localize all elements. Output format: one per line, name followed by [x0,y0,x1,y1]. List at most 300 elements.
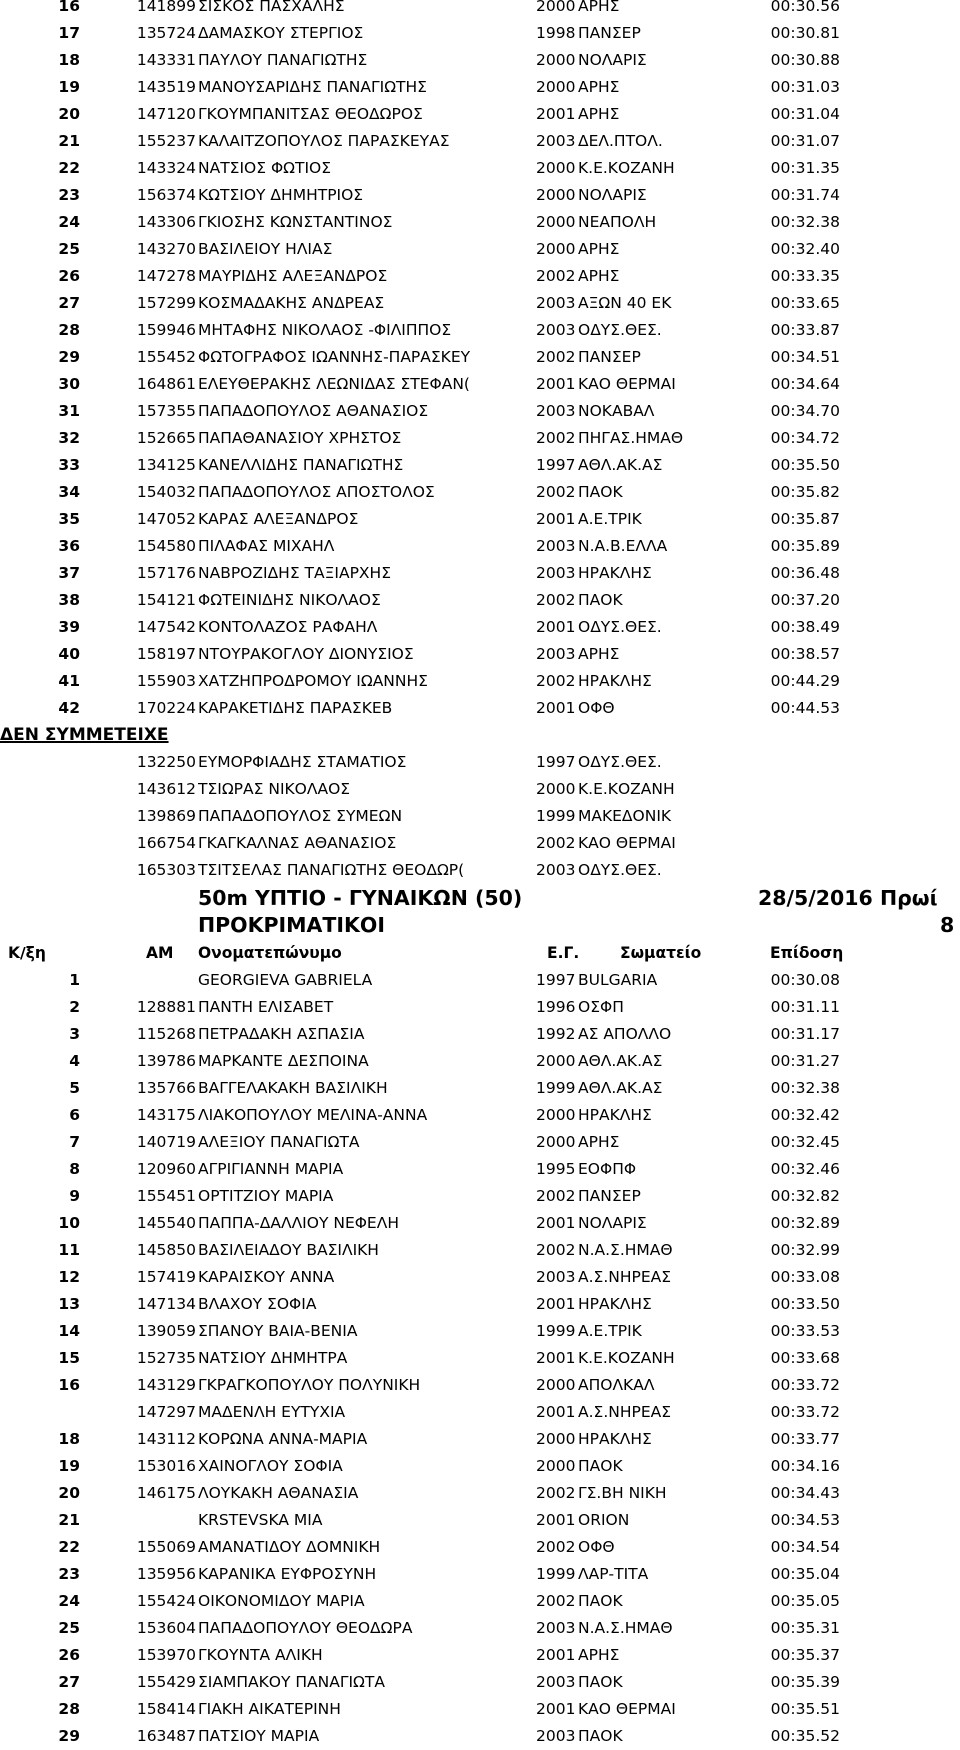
time-cell: 00:35.04 [770,1565,840,1583]
time-cell: 00:32.38 [770,213,840,231]
am-cell: 152735 [136,1349,196,1367]
table-row [0,587,960,614]
am-cell: 155237 [136,132,196,150]
name-cell: KRSTEVSKA MIA [198,1511,323,1529]
name-cell: ΜΑΔΕΝΛΗ ΕΥΤΥΧΙΑ [198,1403,346,1421]
name-cell: ΣΙΣΚΟΣ ΠΑΣΧΑΛΗΣ [198,0,345,15]
name-cell: ΣΙΑΜΠΑΚΟΥ ΠΑΝΑΓΙΩΤΑ [198,1673,385,1691]
col-club-header: Σωματείο [620,944,702,962]
table-row [0,1237,960,1264]
position-cell: 23 [58,1565,80,1583]
name-cell: ΚΑΡΑΚΕΤΙΔΗΣ ΠΑΡΑΣΚΕΒ [198,699,393,717]
club-cell: ΠΑΟΚ [578,591,623,609]
position-cell: 3 [69,1025,80,1043]
year-cell: 2000 [536,213,576,231]
year-cell: 2003 [536,1268,576,1286]
table-row [0,1480,960,1507]
table-row [0,290,960,317]
am-cell: 143331 [136,51,196,69]
am-cell: 159946 [136,321,196,339]
year-cell: 2002 [536,1187,576,1205]
time-cell: 00:32.89 [770,1214,840,1232]
year-cell: 2001 [536,699,576,717]
col-year-header: Ε.Γ. [547,944,580,962]
time-cell: 00:33.77 [770,1430,840,1448]
time-cell: 00:33.72 [770,1403,840,1421]
table-row [0,749,960,776]
time-cell: 00:34.54 [770,1538,840,1556]
time-cell: 00:44.53 [770,699,840,717]
position-cell: 25 [58,240,80,258]
position-cell: 19 [58,78,80,96]
am-cell: 163487 [136,1727,196,1745]
club-cell: Α.Ε.ΤΡΙΚ [578,510,642,528]
club-cell: ΠΑΟΚ [578,1457,623,1475]
club-cell: ΝΕΑΠΟΛΗ [578,213,657,231]
table-row [0,182,960,209]
year-cell: 2002 [536,1592,576,1610]
table-row [0,1453,960,1480]
position-cell: 7 [69,1133,80,1151]
time-cell: 00:36.48 [770,564,840,582]
position-cell: 12 [58,1268,80,1286]
table-row [0,47,960,74]
am-cell: 143112 [136,1430,196,1448]
name-cell: ΜΑΥΡΙΔΗΣ ΑΛΕΞΑΝΔΡΟΣ [198,267,388,285]
name-cell: ΚΩΤΣΙΟΥ ΔΗΜΗΤΡΙΟΣ [198,186,364,204]
col-am-header: ΑΜ [146,944,174,962]
name-cell: ΠΑΠΑΔΟΠΟΥΛΟΣ ΑΘΑΝΑΣΙΟΣ [198,402,429,420]
year-cell: 1997 [536,456,576,474]
am-cell: 165303 [136,861,196,879]
table-row [0,479,960,506]
name-cell: ΜΑΝΟΥΣΑΡΙΔΗΣ ΠΑΝΑΓΙΩΤΗΣ [198,78,427,96]
position-cell: 29 [58,1727,80,1745]
am-cell: 158414 [136,1700,196,1718]
table-row [0,695,960,722]
table-row [0,830,960,857]
club-cell: ΗΡΑΚΛΗΣ [578,1295,652,1313]
position-cell: 9 [69,1187,80,1205]
position-cell: 25 [58,1619,80,1637]
position-cell: 27 [58,294,80,312]
table-row [0,1129,960,1156]
name-cell: ΓΙΑΚΗ ΑΙΚΑΤΕΡΙΝΗ [198,1700,341,1718]
time-cell: 00:31.35 [770,159,840,177]
am-cell: 134125 [136,456,196,474]
year-cell: 2000 [536,78,576,96]
am-cell: 155452 [136,348,196,366]
year-cell: 2001 [536,1700,576,1718]
position-cell: 40 [58,645,80,663]
table-row [0,641,960,668]
table-row [0,533,960,560]
club-cell: ΠΗΓΑΣ.ΗΜΑΘ [578,429,684,447]
club-cell: Κ.Ε.ΚΟΖΑΝΗ [578,1349,675,1367]
year-cell: 1997 [536,753,576,771]
table-row [0,1399,960,1426]
time-cell: 00:35.05 [770,1592,840,1610]
name-cell: ΒΑΣΙΛΕΙΑΔΟΥ ΒΑΣΙΛΙΚΗ [198,1241,379,1259]
position-cell: 28 [58,321,80,339]
position-cell: 22 [58,159,80,177]
club-cell: ΑΡΗΣ [578,645,620,663]
col-time-header: Επίδοση [770,944,844,962]
club-cell: ΑΡΗΣ [578,1646,620,1664]
year-cell: 2002 [536,348,576,366]
table-row [0,1021,960,1048]
club-cell: ΗΡΑΚΛΗΣ [578,672,652,690]
name-cell: ΧΑΙΝΟΓΛΟΥ ΣΟΦΙΑ [198,1457,343,1475]
am-cell: 115268 [136,1025,196,1043]
time-cell: 00:32.38 [770,1079,840,1097]
name-cell: ΤΣΙΤΣΕΛΑΣ ΠΑΝΑΓΙΩΤΗΣ ΘΕΟΔΩΡ( [198,861,465,879]
year-cell: 2000 [536,0,576,15]
name-cell: ΕΥΜΟΡΦΙΑΔΗΣ ΣΤΑΜΑΤΙΟΣ [198,753,407,771]
year-cell: 2003 [536,132,576,150]
year-cell: 1996 [536,998,576,1016]
time-cell: 00:33.08 [770,1268,840,1286]
table-row [0,1696,960,1723]
name-cell: ΠΑΠΑΔΟΠΟΥΛΟΣ ΣΥΜΕΩΝ [198,807,403,825]
year-cell: 1999 [536,1565,576,1583]
position-cell: 35 [58,510,80,528]
table-row [0,994,960,1021]
name-cell: ΚΟΡΩΝΑ ΑΝΝΑ-ΜΑΡΙΑ [198,1430,368,1448]
name-cell: ΝΑΤΣΙΟΥ ΔΗΜΗΤΡΑ [198,1349,348,1367]
position-cell: 2 [69,998,80,1016]
name-cell: ΜΗΤΑΦΗΣ ΝΙΚΟΛΑΟΣ -ΦΙΛΙΠΠΟΣ [198,321,452,339]
am-cell: 143306 [136,213,196,231]
time-cell: 00:35.39 [770,1673,840,1691]
time-cell: 00:30.81 [770,24,840,42]
table-row [0,967,960,994]
position-cell: 14 [58,1322,80,1340]
year-cell: 2000 [536,1106,576,1124]
name-cell: ΟΡΤΙΤΖΙΟΥ ΜΑΡΙΑ [198,1187,334,1205]
name-cell: ΤΣΙΩΡΑΣ ΝΙΚΟΛΑΟΣ [198,780,351,798]
name-cell: ΚΑΡΑΣ ΑΛΕΞΑΝΔΡΟΣ [198,510,359,528]
club-cell: ΗΡΑΚΛΗΣ [578,1430,652,1448]
table-row [0,425,960,452]
table-row [0,1507,960,1534]
club-cell: ΝΟΛΑΡΙΣ [578,1214,647,1232]
name-cell: ΓΚΙΟΣΗΣ ΚΩΝΣΤΑΝΤΙΝΟΣ [198,213,393,231]
club-cell: ΠΑΟΚ [578,1727,623,1745]
year-cell: 1999 [536,807,576,825]
name-cell: ΧΑΤΖΗΠΡΟΔΡΟΜΟΥ ΙΩΑΝΝΗΣ [198,672,428,690]
table-row [0,1615,960,1642]
name-cell: ΠΑΠΑΘΑΝΑΣΙΟΥ ΧΡΗΣΤΟΣ [198,429,402,447]
year-cell: 2002 [536,483,576,501]
position-cell: 38 [58,591,80,609]
name-cell: ΛΙΑΚΟΠΟΥΛΟΥ ΜΕΛΙΝΑ-ΑΝΝΑ [198,1106,428,1124]
am-cell: 135956 [136,1565,196,1583]
did-not-start-label: ΔΕΝ ΣΥΜΜΕΤΕΙΧΕ [0,725,169,745]
time-cell: 00:30.08 [770,971,840,989]
table-row [0,1102,960,1129]
time-cell: 00:31.03 [770,78,840,96]
time-cell: 00:33.35 [770,267,840,285]
table-row [0,614,960,641]
year-cell: 2001 [536,105,576,123]
club-cell: Ν.Α.Σ.ΗΜΑΘ [578,1619,673,1637]
time-cell: 00:32.82 [770,1187,840,1205]
col-position-header: Κ/ξη [8,944,46,962]
name-cell: ΠΑΝΤΗ ΕΛΙΣΑΒΕΤ [198,998,334,1016]
time-cell: 00:31.27 [770,1052,840,1070]
position-cell: 20 [58,105,80,123]
table-row [0,209,960,236]
name-cell: ΒΑΓΓΕΛΑΚΑΚΗ ΒΑΣΙΛΙΚΗ [198,1079,388,1097]
name-cell: ΠΑΠΑΔΟΠΟΥΛΟΥ ΘΕΟΔΩΡΑ [198,1619,413,1637]
club-cell: Κ.Ε.ΚΟΖΑΝΗ [578,780,675,798]
year-cell: 2000 [536,780,576,798]
name-cell: ΠΑΠΑΔΟΠΟΥΛΟΣ ΑΠΟΣΤΟΛΟΣ [198,483,435,501]
name-cell: ΓΚΟΥΜΠΑΝΙΤΣΑΣ ΘΕΟΔΩΡΟΣ [198,105,423,123]
am-cell: 139786 [136,1052,196,1070]
name-cell: ΦΩΤΕΙΝΙΔΗΣ ΝΙΚΟΛΑΟΣ [198,591,381,609]
position-cell: 26 [58,267,80,285]
table-row [0,1291,960,1318]
name-cell: ΠΑΤΣΙΟΥ ΜΑΡΙΑ [198,1727,320,1745]
position-cell: 5 [69,1079,80,1097]
table-row [0,1669,960,1696]
table-row [0,452,960,479]
table-row [0,263,960,290]
table-row [0,1426,960,1453]
time-cell: 00:35.50 [770,456,840,474]
table-row [0,1210,960,1237]
am-cell: 135766 [136,1079,196,1097]
club-cell: ΟΔΥΣ.ΘΕΣ. [578,753,662,771]
position-cell: 24 [58,213,80,231]
table-row [0,1723,960,1750]
name-cell: ΓΚΡΑΓΚΟΠΟΥΛΟΥ ΠΟΛΥΝΙΚΗ [198,1376,421,1394]
table-row [0,1561,960,1588]
year-cell: 2003 [536,1673,576,1691]
name-cell: ΝΑΤΣΙΟΣ ΦΩΤΙΟΣ [198,159,332,177]
year-cell: 2000 [536,1052,576,1070]
am-cell: 157299 [136,294,196,312]
club-cell: Α.Σ.ΝΗΡΕΑΣ [578,1403,672,1421]
table-row [0,1345,960,1372]
club-cell: ΑΘΛ.ΑΚ.ΑΣ [578,456,663,474]
club-cell: ΠΑΟΚ [578,1592,623,1610]
year-cell: 2001 [536,1646,576,1664]
position-cell: 16 [58,1376,80,1394]
table-row [0,20,960,47]
table-row [0,371,960,398]
position-cell: 20 [58,1484,80,1502]
event-title: 50m ΥΠΤΙΟ - ΓΥΝΑΙΚΩΝ (50) [198,886,523,910]
am-cell: 154121 [136,591,196,609]
table-row [0,155,960,182]
year-cell: 2002 [536,267,576,285]
name-cell: ΚΟΝΤΟΛΑΖΟΣ ΡΑΦΑΗΛ [198,618,378,636]
table-row [0,128,960,155]
time-cell: 00:32.42 [770,1106,840,1124]
position-cell: 30 [58,375,80,393]
position-cell: 33 [58,456,80,474]
time-cell: 00:34.43 [770,1484,840,1502]
year-cell: 2003 [536,402,576,420]
table-row [0,1372,960,1399]
time-cell: 00:34.72 [770,429,840,447]
name-cell: ΚΑΡΑΙΣΚΟΥ ΑΝΝΑ [198,1268,335,1286]
year-cell: 2002 [536,1241,576,1259]
col-name-header: Ονοματεπώνυμο [198,944,342,962]
club-cell: BULGARIA [578,971,658,989]
name-cell: ΚΑΝΕΛΛΙΔΗΣ ΠΑΝΑΓΙΩΤΗΣ [198,456,404,474]
name-cell: GEORGIEVA GABRIELA [198,971,373,989]
year-cell: 1998 [536,24,576,42]
position-cell: 1 [69,971,80,989]
club-cell: Ν.Α.Β.ΕΛΛΑ [578,537,668,555]
club-cell: ΑΠΟΛΚΑΛ [578,1376,655,1394]
year-cell: 2003 [536,564,576,582]
name-cell: ΓΚΑΓΚΑΛΝΑΣ ΑΘΑΝΑΣΙΟΣ [198,834,397,852]
table-row [0,236,960,263]
year-cell: 2003 [536,1619,576,1637]
year-cell: 1995 [536,1160,576,1178]
am-cell: 170224 [136,699,196,717]
year-cell: 2001 [536,510,576,528]
am-cell: 155451 [136,1187,196,1205]
table-row [0,560,960,587]
position-cell: 19 [58,1457,80,1475]
year-cell: 2000 [536,1430,576,1448]
year-cell: 2000 [536,186,576,204]
time-cell: 00:33.72 [770,1376,840,1394]
time-cell: 00:34.16 [770,1457,840,1475]
am-cell: 157419 [136,1268,196,1286]
table-row [0,344,960,371]
am-cell: 132250 [136,753,196,771]
club-cell: ΟΦΘ [578,699,615,717]
club-cell: ORION [578,1511,630,1529]
am-cell: 147134 [136,1295,196,1313]
name-cell: ΠΑΥΛΟΥ ΠΑΝΑΓΙΩΤΗΣ [198,51,368,69]
am-cell: 157355 [136,402,196,420]
club-cell: ΑΡΗΣ [578,78,620,96]
position-cell: 8 [69,1160,80,1178]
am-cell: 155069 [136,1538,196,1556]
time-cell: 00:31.74 [770,186,840,204]
am-cell: 158197 [136,645,196,663]
am-cell: 156374 [136,186,196,204]
am-cell: 147052 [136,510,196,528]
position-cell: 10 [58,1214,80,1232]
club-cell: ΕΟΦΠΦ [578,1160,637,1178]
year-cell: 1999 [536,1079,576,1097]
table-row [0,1588,960,1615]
year-cell: 2001 [536,618,576,636]
table-row [0,803,960,830]
am-cell: 157176 [136,564,196,582]
time-cell: 00:33.50 [770,1295,840,1313]
club-cell: ΑΡΗΣ [578,240,620,258]
table-row [0,1156,960,1183]
club-cell: ΑΡΗΣ [578,0,620,15]
time-cell: 00:33.87 [770,321,840,339]
position-cell: 29 [58,348,80,366]
club-cell: ΑΞΩΝ 40 ΕΚ [578,294,672,312]
position-cell: 37 [58,564,80,582]
club-cell: Α.Ε.ΤΡΙΚ [578,1322,642,1340]
am-cell: 147120 [136,105,196,123]
am-cell: 139869 [136,807,196,825]
club-cell: ΠΑΟΚ [578,483,623,501]
am-cell: 128881 [136,998,196,1016]
table-row [0,101,960,128]
time-cell: 00:33.65 [770,294,840,312]
am-cell: 139059 [136,1322,196,1340]
name-cell: ΚΑΡΑΝΙΚΑ ΕΥΦΡΟΣΥΝΗ [198,1565,377,1583]
table-row [0,398,960,425]
event-number: 8 [940,913,955,937]
position-cell: 23 [58,186,80,204]
club-cell: ΠΑΟΚ [578,1673,623,1691]
time-cell: 00:35.82 [770,483,840,501]
position-cell: 39 [58,618,80,636]
club-cell: ΟΔΥΣ.ΘΕΣ. [578,618,662,636]
am-cell: 143519 [136,78,196,96]
year-cell: 2003 [536,861,576,879]
club-cell: ΟΦΘ [578,1538,615,1556]
column-header-row [0,940,960,967]
time-cell: 00:31.11 [770,998,840,1016]
time-cell: 00:35.89 [770,537,840,555]
name-cell: ΛΟΥΚΑΚΗ ΑΘΑΝΑΣΙΑ [198,1484,359,1502]
time-cell: 00:35.37 [770,1646,840,1664]
name-cell: ΒΑΣΙΛΕΙΟΥ ΗΛΙΑΣ [198,240,333,258]
club-cell: ΜΑΚΕΔΟΝΙΚ [578,807,672,825]
position-cell: 28 [58,1700,80,1718]
time-cell: 00:34.70 [770,402,840,420]
table-row [0,668,960,695]
table-row [0,1048,960,1075]
time-cell: 00:34.64 [770,375,840,393]
position-cell: 4 [69,1052,80,1070]
club-cell: ΑΡΗΣ [578,105,620,123]
am-cell: 120960 [136,1160,196,1178]
name-cell: ΠΙΛΑΦΑΣ ΜΙΧΑΗΛ [198,537,335,555]
year-cell: 2000 [536,1376,576,1394]
position-cell: 31 [58,402,80,420]
club-cell: ΚΑΟ ΘΕΡΜΑΙ [578,1700,676,1718]
club-cell: ΑΣ ΑΠΟΛΛΟ [578,1025,672,1043]
position-cell: 42 [58,699,80,717]
table-row [0,74,960,101]
club-cell: ΓΣ.ΒΗ ΝΙΚΗ [578,1484,667,1502]
table-row [0,1183,960,1210]
year-cell: 2002 [536,1538,576,1556]
table-row [0,776,960,803]
name-cell: ΣΠΑΝΟΥ ΒΑΙΑ-ΒΕΝΙΑ [198,1322,358,1340]
club-cell: ΟΔΥΣ.ΘΕΣ. [578,321,662,339]
am-cell: 143175 [136,1106,196,1124]
time-cell: 00:38.57 [770,645,840,663]
position-cell: 18 [58,51,80,69]
table-row [0,0,960,20]
club-cell: ΑΘΛ.ΑΚ.ΑΣ [578,1079,663,1097]
time-cell: 00:35.87 [770,510,840,528]
time-cell: 00:32.46 [770,1160,840,1178]
am-cell: 147278 [136,267,196,285]
club-cell: ΠΑΝΣΕΡ [578,348,641,366]
club-cell: ΟΣΦΠ [578,998,624,1016]
